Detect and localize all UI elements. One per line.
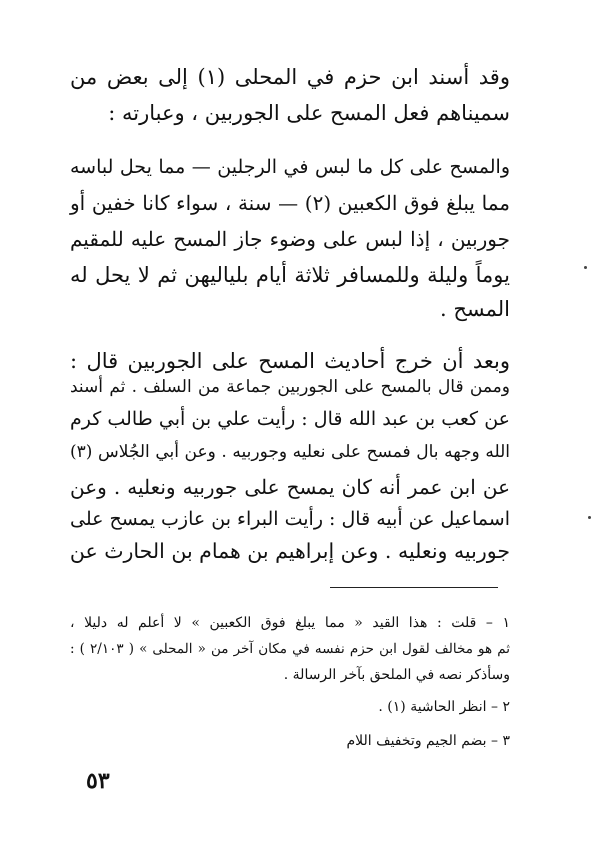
text-line: وقد أسند ابن حزم في المحلى (١) إلى بعض من bbox=[70, 65, 510, 89]
text-line: وممن قال بالمسح على الجوربين جماعة من السلف . ثم أسند bbox=[70, 377, 510, 397]
text-line: عن ابن عمر أنه كان يمسح على جوربيه ونعليه . وعن bbox=[70, 475, 510, 499]
footnote-separator bbox=[330, 587, 498, 588]
text-line: اسماعيل عن أبيه قال : رأيت البراء بن عازب يمسح على bbox=[70, 508, 510, 530]
footnote-line: ٢ – انظر الحاشية (١) . bbox=[378, 699, 510, 715]
text-line: عن كعب بن عبد الله قال : رأيت علي بن أبي طالب كرم bbox=[70, 408, 510, 430]
text-line: والمسح على كل ما لبس في الرجلين — مما يحل لباسه bbox=[70, 156, 510, 178]
text-line: جوربين ، إذا لبس على وضوء جاز المسح عليه للمقيم bbox=[70, 227, 510, 251]
footnote-line: ٣ – بضم الجيم وتخفيف اللام bbox=[346, 733, 510, 749]
footnote-line: ١ – قلت : هذا القيد « مما يبلغ فوق الكعبين » لا أعلم له دليلا ، bbox=[70, 615, 510, 631]
text-line: وبعد أن خرج أحاديث المسح على الجوربين قال : bbox=[70, 349, 510, 373]
text-line: سميناهم فعل المسح على الجوربين ، وعبارته : bbox=[108, 101, 510, 125]
scan-speck bbox=[584, 266, 587, 269]
footnote-line: وسأذكر نصه في الملحق بآخر الرسالة . bbox=[283, 667, 510, 683]
text-line: الله وجهه بال فمسح على نعليه وجوربيه . وعن أبي الجُلاس (٣) bbox=[70, 442, 510, 462]
page-number: ٥٣ bbox=[86, 768, 110, 794]
footnote-line: ثم هو مخالف لقول ابن حزم نفسه في مكان آخر من « المحلى » ( ٢/١٠٣ ) : bbox=[70, 641, 510, 657]
text-line: المسح . bbox=[439, 297, 510, 321]
scan-speck bbox=[588, 516, 591, 519]
text-line: جوربيه ونعليه . وعن إبراهيم بن همام بن الحارث عن bbox=[69, 539, 510, 563]
text-line: مما يبلغ فوق الكعبين (٢) — سنة ، سواء كانا خفين أو bbox=[70, 191, 510, 215]
text-line: يوماً وليلة وللمسافر ثلاثة أيام بلياليهن ثم لا يحل له bbox=[70, 263, 510, 287]
